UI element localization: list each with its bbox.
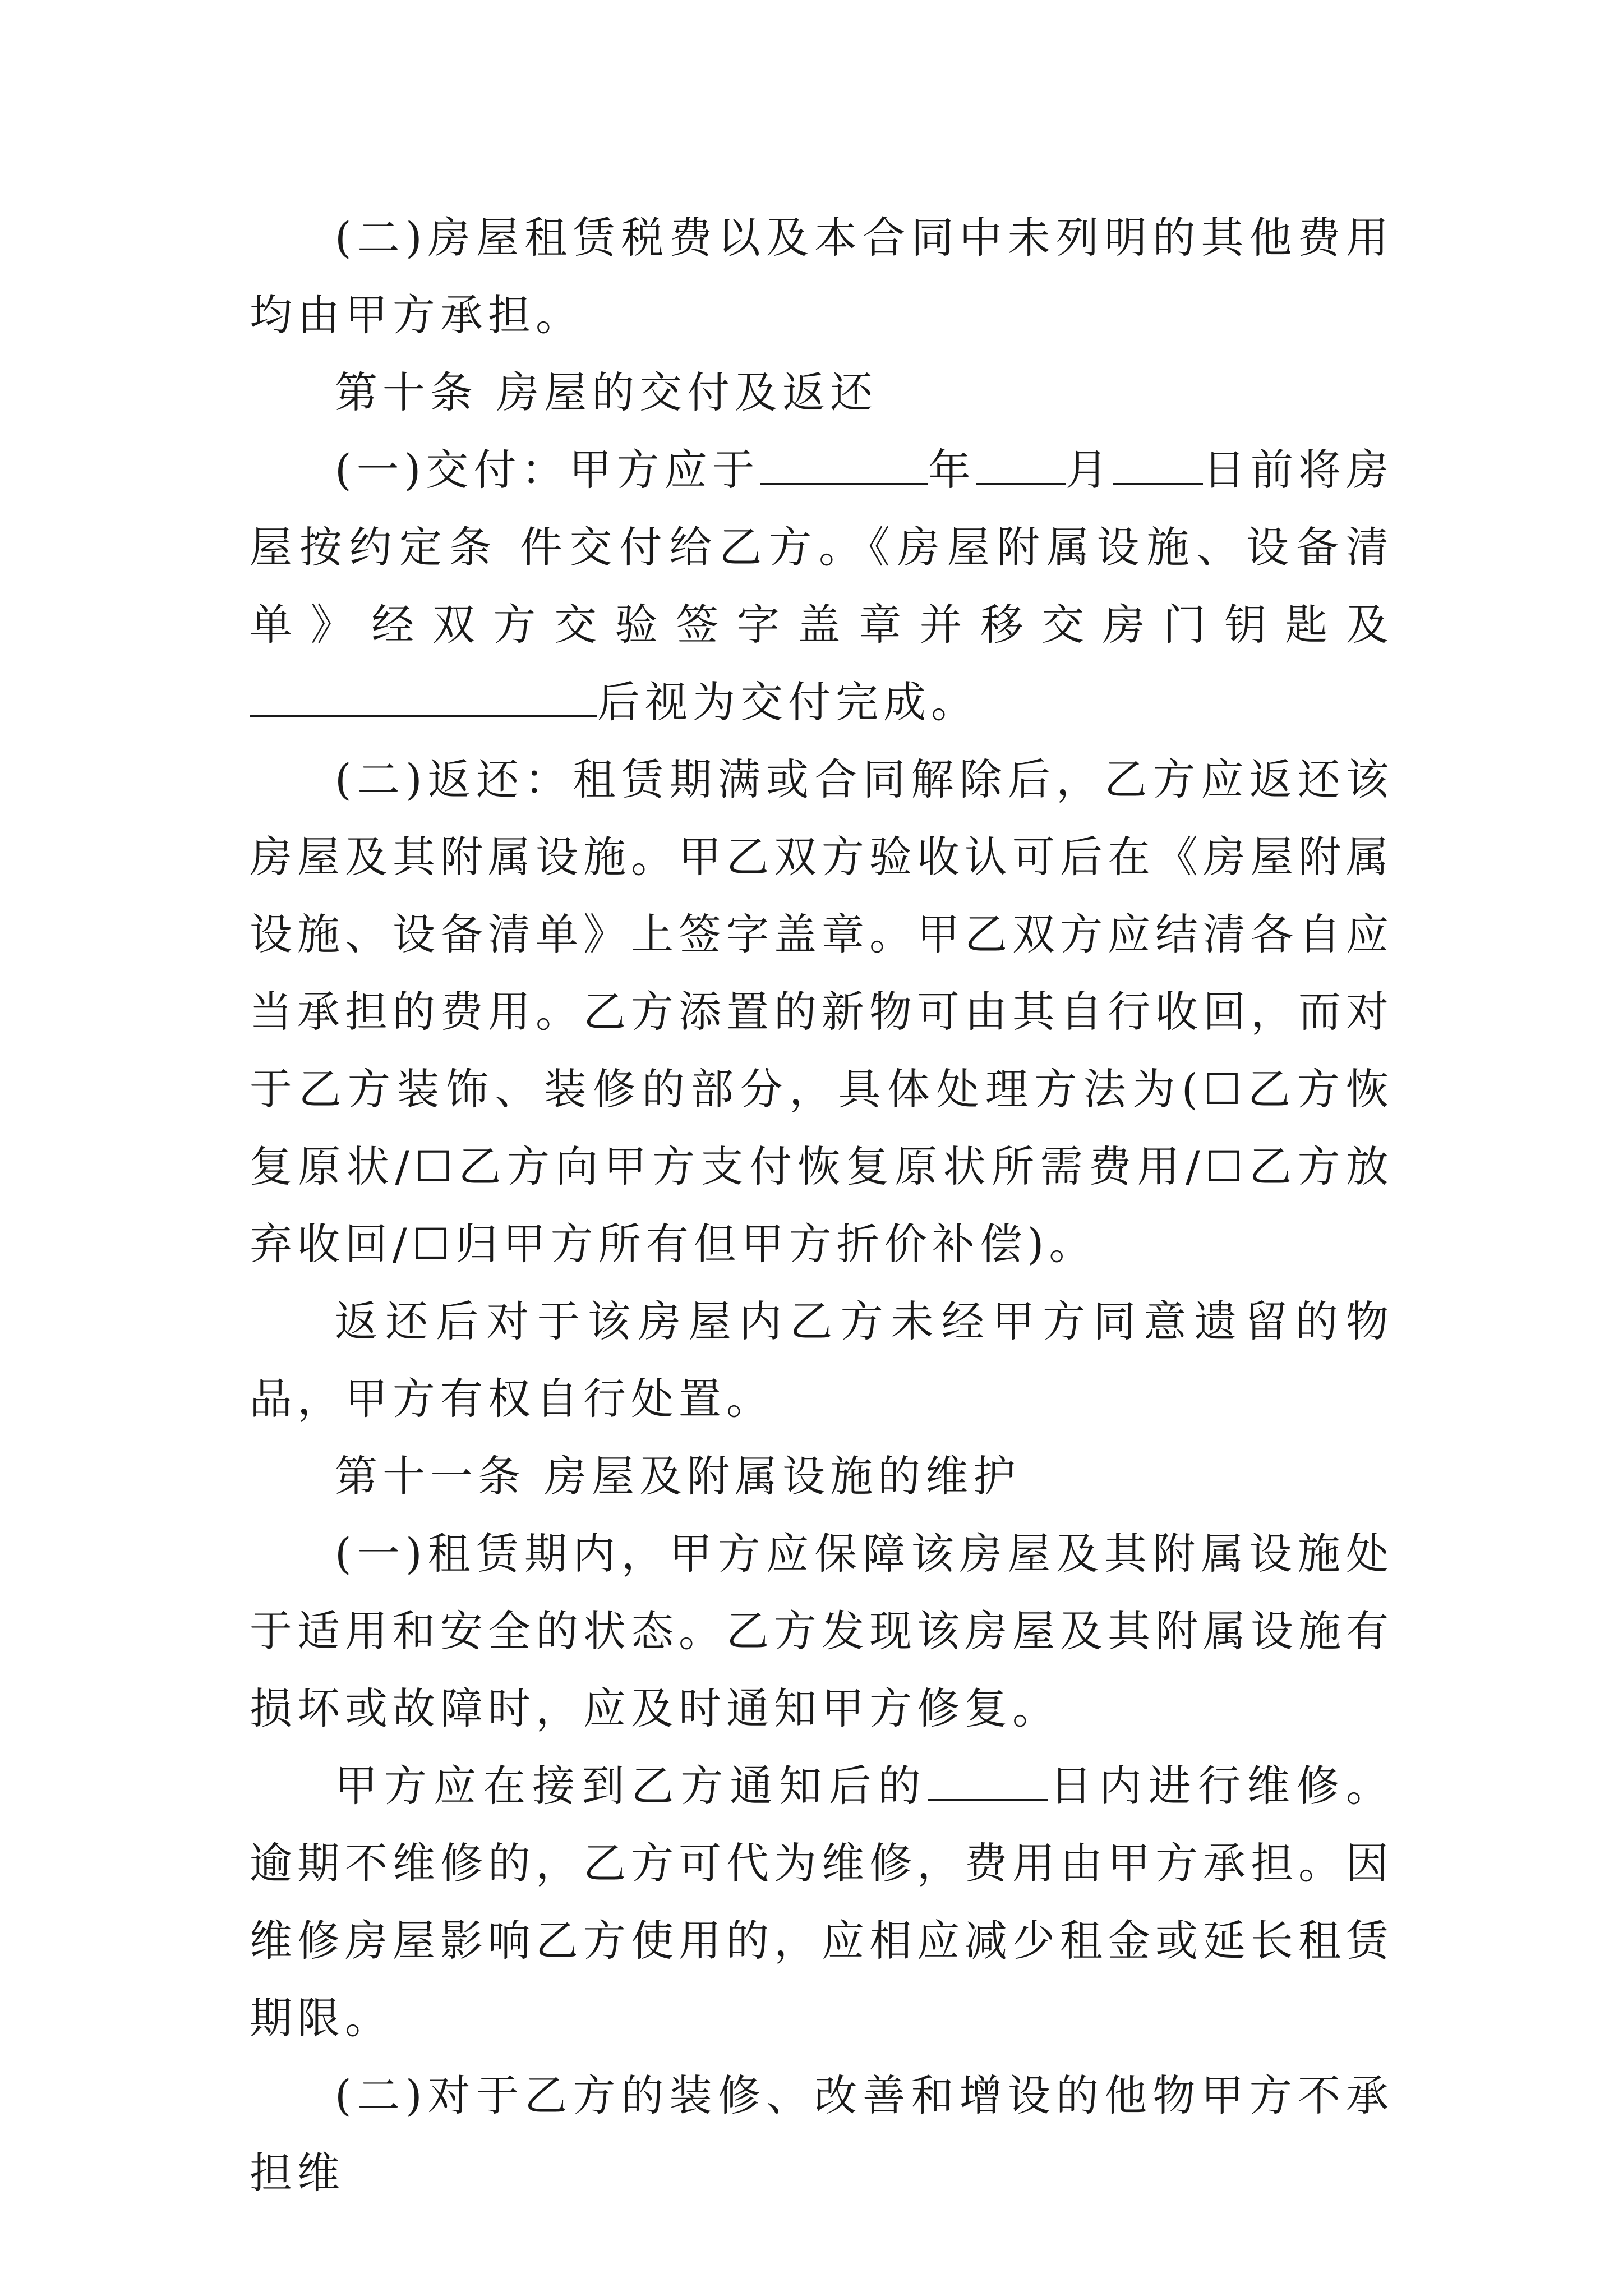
paragraph-return: (二)返还：租赁期满或合同解除后，乙方应返还该房屋及其附属设施。甲乙双方验收认可后在《房屋附属设施、设备清单》上签字盖章。甲乙双方应结清各自应当承担的费用。乙方添置的新物可由其自行收回，而对于乙方装饰、装修的部分，具体处理方法为(☐乙方恢复原状/☐乙方向甲方支付恢复原状所需费用/☐乙方放弃收回/☐归甲方所有但甲方折价补偿)。 <box>250 754 1394 1269</box>
repair-text-a: 甲方应在接到乙方通知后的 <box>335 1761 928 1811</box>
paragraph-repair-deadline <box>250 1747 1394 2057</box>
delivery-text-c: 月 <box>1065 445 1113 495</box>
delivery-text-e: 后视为交付完成。 <box>597 677 979 727</box>
document-body <box>250 199 1394 2212</box>
paragraph-delivery <box>250 431 1394 741</box>
delivery-text-d: 日前将房屋按约定条 件交付给乙方。《房屋附属设施、设备清单》经双方交验签字盖章并移交房门钥匙及 <box>250 445 1394 650</box>
blank-handover-items <box>250 676 597 717</box>
delivery-text-a: (一)交付：甲方应于 <box>335 445 760 495</box>
repair-text-b: 日内进行维修。逾期不维修的，乙方可代为维修，费用由甲方承担。因维修房屋影响乙方使用的，应相应减少租金或延长租赁期限。 <box>250 1761 1394 2043</box>
blank-repair-days <box>928 1760 1048 1801</box>
blank-month <box>976 444 1066 485</box>
article-eleven-heading: 第十一条 房屋及附属设施的维护 <box>335 1451 1021 1501</box>
delivery-text-b: 年 <box>928 445 976 495</box>
paragraph-renovation: (二)对于乙方的装修、改善和增设的他物甲方不承担维 <box>250 2070 1394 2198</box>
paragraph-fees: (二)房屋租赁税费以及本合同中未列明的其他费用均由甲方承担。 <box>250 213 1394 340</box>
article-ten-heading: 第十条 房屋的交付及返还 <box>335 367 878 417</box>
blank-year <box>760 444 928 485</box>
blank-day <box>1113 444 1203 485</box>
paragraph-maintenance-guarantee: (一)租赁期内，甲方应保障该房屋及其附属设施处于适用和安全的状态。乙方发现该房屋及其附属设施有损坏或故障时，应及时通知甲方修复。 <box>250 1529 1394 1733</box>
paragraph-left-items: 返还后对于该房屋内乙方未经甲方同意遗留的物品，甲方有权自行处置。 <box>250 1296 1394 1424</box>
